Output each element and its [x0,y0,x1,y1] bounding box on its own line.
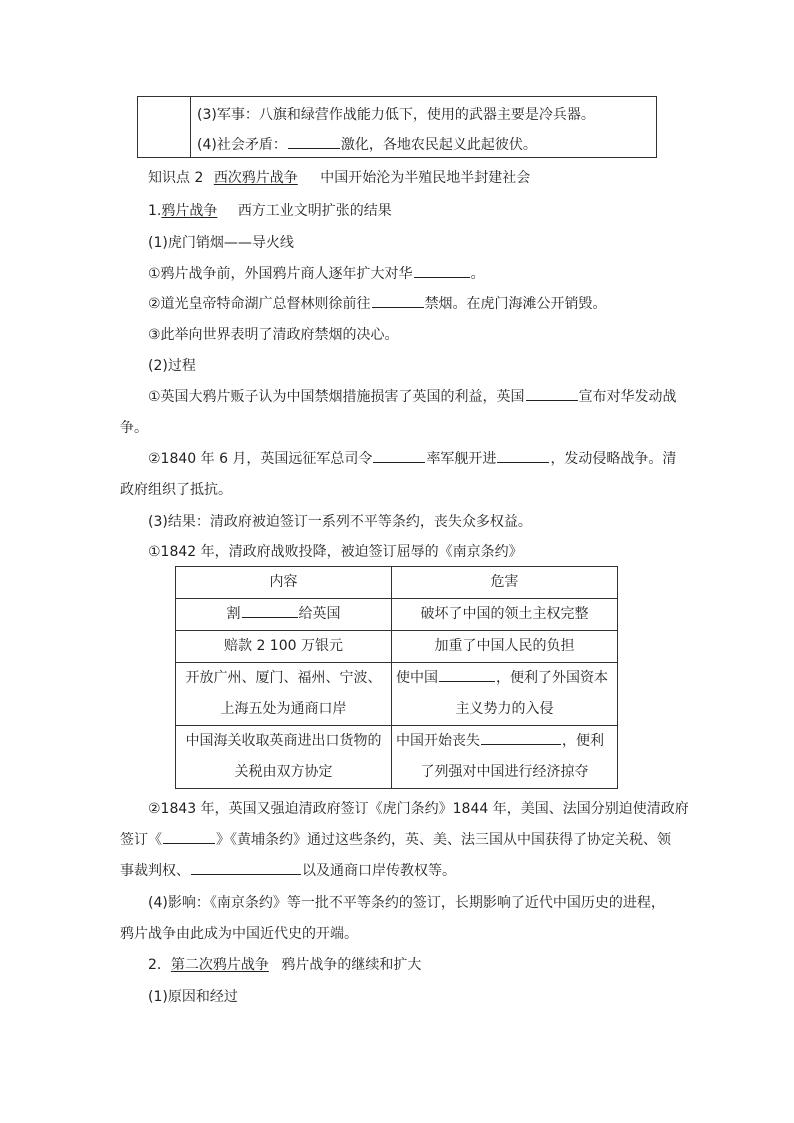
social-conflict-row [197,134,537,154]
text: 上海五处为通商口岸 [220,701,347,717]
fill-blank[interactable] [372,293,424,308]
table-header-row [176,567,618,599]
paragraph: ③此举向世界表明了清政府禁烟的决心。 [148,327,399,343]
text: 中国开始丧失 [396,733,480,749]
subsection-heading-2 [148,954,421,974]
text: 以及通商口岸传教权等。 [302,863,456,879]
text: ②1840 年 6 月，英国远征军总司令 [148,451,373,467]
table-cell: 赔款 2 100 万银元 [176,631,392,663]
text: 签订《 [120,832,162,848]
summary-table-label-cell [138,97,191,157]
subsection-number: 1. [148,203,162,219]
text: 割 [226,606,241,622]
text: 关税由双方协定 [234,764,333,780]
military-row: (3)军事：八旗和绿营作战能力低下，使用的武器主要是冷兵器。 [197,107,595,123]
paragraph [148,386,677,406]
text-line [396,663,613,694]
text: 使中国 [396,670,438,686]
subsection-subtitle: 鸦片战争的继续和扩大 [281,957,422,973]
text: 主义势力的入侵 [455,701,554,717]
table-cell [176,599,392,631]
column-header-content: 内容 [176,567,392,599]
table-row [176,599,618,631]
table-row [176,726,618,789]
section-title: 西次鸦片战争 [213,170,298,186]
paragraph: (1)虎门销烟——导火线 [148,235,294,251]
paragraph-continuation: 鸦片战争由此成为中国近代史的开端。 [120,926,358,942]
paragraph: ②1843 年，英国又强迫清政府签订《虎门条约》1844 年，美国、法国分别迫使清政府 [148,801,689,817]
nanjing-treaty-table [175,566,618,789]
text: ①英国大鸦片贩子认为中国禁烟措施损害了英国的利益，英国 [148,389,525,405]
text: 中国海关收取英商进出口货物的 [185,733,382,749]
fill-blank[interactable] [191,860,301,875]
table-cell [176,726,392,789]
paragraph-continuation [120,829,671,849]
table-cell [392,663,618,726]
text: ，发动侵略战争。清 [550,451,677,467]
fill-blank[interactable] [414,263,470,278]
section-subtitle: 中国开始沦为半殖民地半封建社会 [320,170,531,186]
fill-blank[interactable] [526,386,578,401]
subsection-title: 鸦片战争 [161,203,218,219]
table-cell: 加重了中国人民的负担 [392,631,618,663]
paragraph [148,448,676,468]
subsection-number: 2． [148,957,171,973]
text: 。 [470,266,485,282]
fill-blank[interactable] [497,448,549,463]
text: 事裁判权、 [120,863,190,879]
table-cell [176,663,392,726]
fill-blank[interactable] [163,829,215,844]
section-label: 知识点 2 [148,170,204,186]
text: 开放广州、厦门、福州、宁波、 [185,670,382,686]
paragraph: (4)影响：《南京条约》等一批不平等条约的签订，长期影响了近代中国历史的进程， [148,895,665,911]
paragraph: (1)原因和经过 [148,989,238,1005]
paragraph [148,293,607,313]
table-cell [392,726,618,789]
fill-blank[interactable] [439,667,495,682]
paragraph: ①1842 年，清政府战败投降，被迫签订屈辱的《南京条约》 [148,544,523,560]
table-row [176,663,618,726]
subsection-subtitle: 西方工业文明扩张的结果 [237,203,392,219]
fill-blank[interactable] [481,730,561,745]
social-conflict-prefix: (4)社会矛盾： [197,137,287,153]
table-row [176,631,618,663]
column-header-harm: 危害 [392,567,618,599]
text: 给英国 [298,606,341,622]
text: 率军舰开进 [426,451,497,467]
text: ②道光皇帝特命湖广总督林则徐前往 [148,296,371,312]
fill-blank[interactable] [373,448,425,463]
section-heading [148,167,530,187]
text: ，便利 [562,733,604,749]
fill-blank[interactable] [288,134,340,149]
subsection-title: 第二次鸦片战争 [170,957,269,973]
text: 了列强对中国进行经济掠夺 [420,764,589,780]
paragraph: (2)过程 [148,358,196,374]
social-conflict-suffix: 激化，各地农民起义此起彼伏。 [340,137,537,153]
summary-table [137,96,657,158]
paragraph-continuation [120,860,456,880]
paragraph: (3)结果：清政府被迫签订一系列不平等条约，丧失众多权益。 [148,514,532,530]
fill-blank[interactable] [242,603,298,618]
text-line [396,726,613,757]
paragraph-continuation: 政府组织了抵抗。 [120,482,232,498]
paragraph-continuation: 争。 [120,420,148,436]
paragraph [148,263,485,283]
table-cell: 破坏了中国的领土主权完整 [392,599,618,631]
text: 》《黄埔条约》通过这些条约，英、美、法三国从中国获得了协定关税、领 [216,832,671,848]
text: ，便利了外国资本 [496,670,608,686]
text: ①鸦片战争前，外国鸦片商人逐年扩大对华 [148,266,413,282]
text: 宣布对华发动战 [578,389,677,405]
subsection-heading-1 [148,200,392,220]
text: 禁烟。在虎门海滩公开销毁。 [424,296,607,312]
